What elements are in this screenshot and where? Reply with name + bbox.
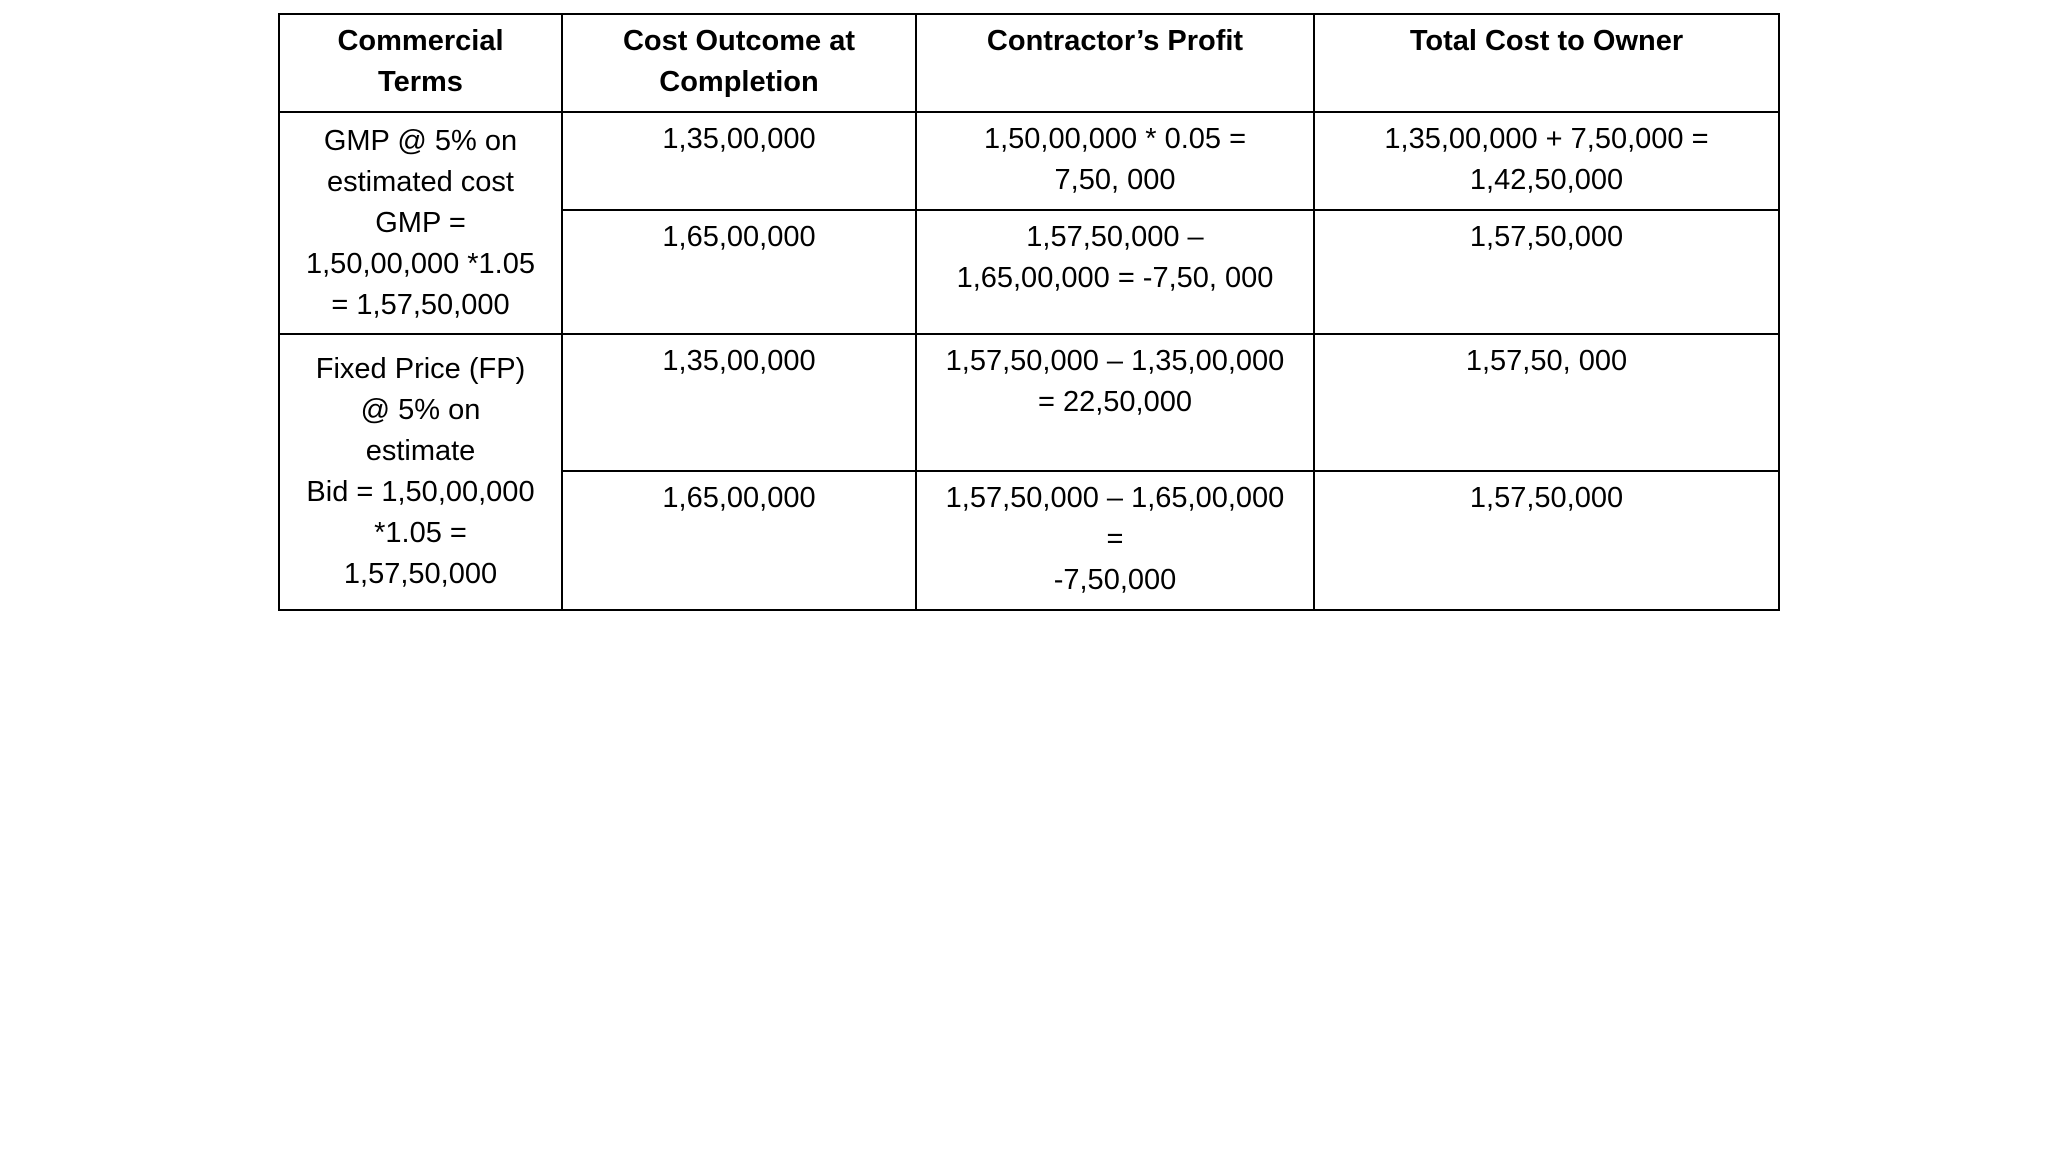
profit-text: 1,50,00,000 * 0.05 = bbox=[983, 123, 1247, 155]
gmp-terms-cell bbox=[279, 112, 562, 334]
cost-outcome-value: 1,35,00,000 bbox=[662, 345, 816, 377]
terms-text: *1.05 = bbox=[374, 517, 467, 549]
profit-text: 1,57,50,000 – 1,65,00,000 bbox=[945, 482, 1285, 514]
header-total-cost bbox=[1314, 14, 1779, 112]
header-row bbox=[279, 14, 1779, 112]
terms-text: GMP @ 5% on bbox=[323, 124, 518, 157]
cost-outcome-cell bbox=[562, 112, 916, 210]
header-contractor-profit bbox=[916, 14, 1314, 112]
cost-outcome-cell bbox=[562, 334, 916, 471]
cost-outcome-cell bbox=[562, 210, 916, 334]
profit-text: 1,57,50,000 – bbox=[1026, 221, 1204, 253]
profit-text: 7,50, 000 bbox=[1054, 164, 1176, 196]
header-text: Terms bbox=[378, 66, 463, 98]
total-cost-text: 1,57,50, 000 bbox=[1465, 345, 1628, 377]
total-cost-cell bbox=[1314, 210, 1779, 334]
profit-cell bbox=[916, 210, 1314, 334]
total-cost-cell bbox=[1314, 471, 1779, 610]
header-commercial-terms bbox=[279, 14, 562, 112]
table-row bbox=[279, 112, 1779, 210]
profit-cell bbox=[916, 471, 1314, 610]
header-text: Completion bbox=[659, 66, 819, 98]
header-text: Total Cost to Owner bbox=[1409, 25, 1684, 57]
profit-cell bbox=[916, 112, 1314, 210]
table-row bbox=[279, 334, 1779, 471]
profit-text: 1,65,00,000 = -7,50, 000 bbox=[956, 262, 1274, 294]
terms-text: 1,50,00,000 *1.05 bbox=[306, 247, 535, 280]
total-cost-cell bbox=[1314, 334, 1779, 471]
terms-text: GMP = bbox=[375, 206, 466, 239]
terms-text: Fixed Price (FP) bbox=[315, 353, 526, 385]
total-cost-cell bbox=[1314, 112, 1779, 210]
cost-outcome-value: 1,65,00,000 bbox=[662, 482, 816, 514]
terms-text: estimated cost bbox=[327, 165, 514, 198]
terms-text: = 1,57,50,000 bbox=[331, 288, 510, 321]
profit-cell bbox=[916, 334, 1314, 471]
header-text: Cost Outcome at bbox=[622, 25, 856, 57]
profit-text: = bbox=[1106, 523, 1124, 555]
header-text: Commercial bbox=[337, 25, 504, 57]
commercial-terms-table bbox=[278, 13, 1780, 611]
cost-outcome-cell bbox=[562, 471, 916, 610]
header-text: Contractor’s Profit bbox=[986, 25, 1244, 57]
fixed-price-terms-cell bbox=[279, 334, 562, 610]
terms-text: estimate bbox=[365, 435, 476, 467]
cost-outcome-value: 1,65,00,000 bbox=[662, 221, 816, 253]
total-cost-text: 1,35,00,000 + 7,50,000 = bbox=[1384, 123, 1709, 155]
profit-text: -7,50,000 bbox=[1053, 564, 1177, 596]
profit-text: = 22,50,000 bbox=[1037, 386, 1192, 418]
total-cost-text: 1,57,50,000 bbox=[1469, 482, 1624, 514]
cost-outcome-value: 1,35,00,000 bbox=[662, 123, 816, 155]
terms-text: 1,57,50,000 bbox=[343, 558, 498, 590]
terms-text: @ 5% on bbox=[360, 394, 481, 426]
terms-text: Bid = 1,50,00,000 bbox=[306, 476, 535, 508]
total-cost-text: 1,42,50,000 bbox=[1469, 164, 1624, 196]
header-cost-outcome bbox=[562, 14, 916, 112]
total-cost-text: 1,57,50,000 bbox=[1469, 221, 1624, 253]
profit-text: 1,57,50,000 – 1,35,00,000 bbox=[945, 345, 1285, 377]
